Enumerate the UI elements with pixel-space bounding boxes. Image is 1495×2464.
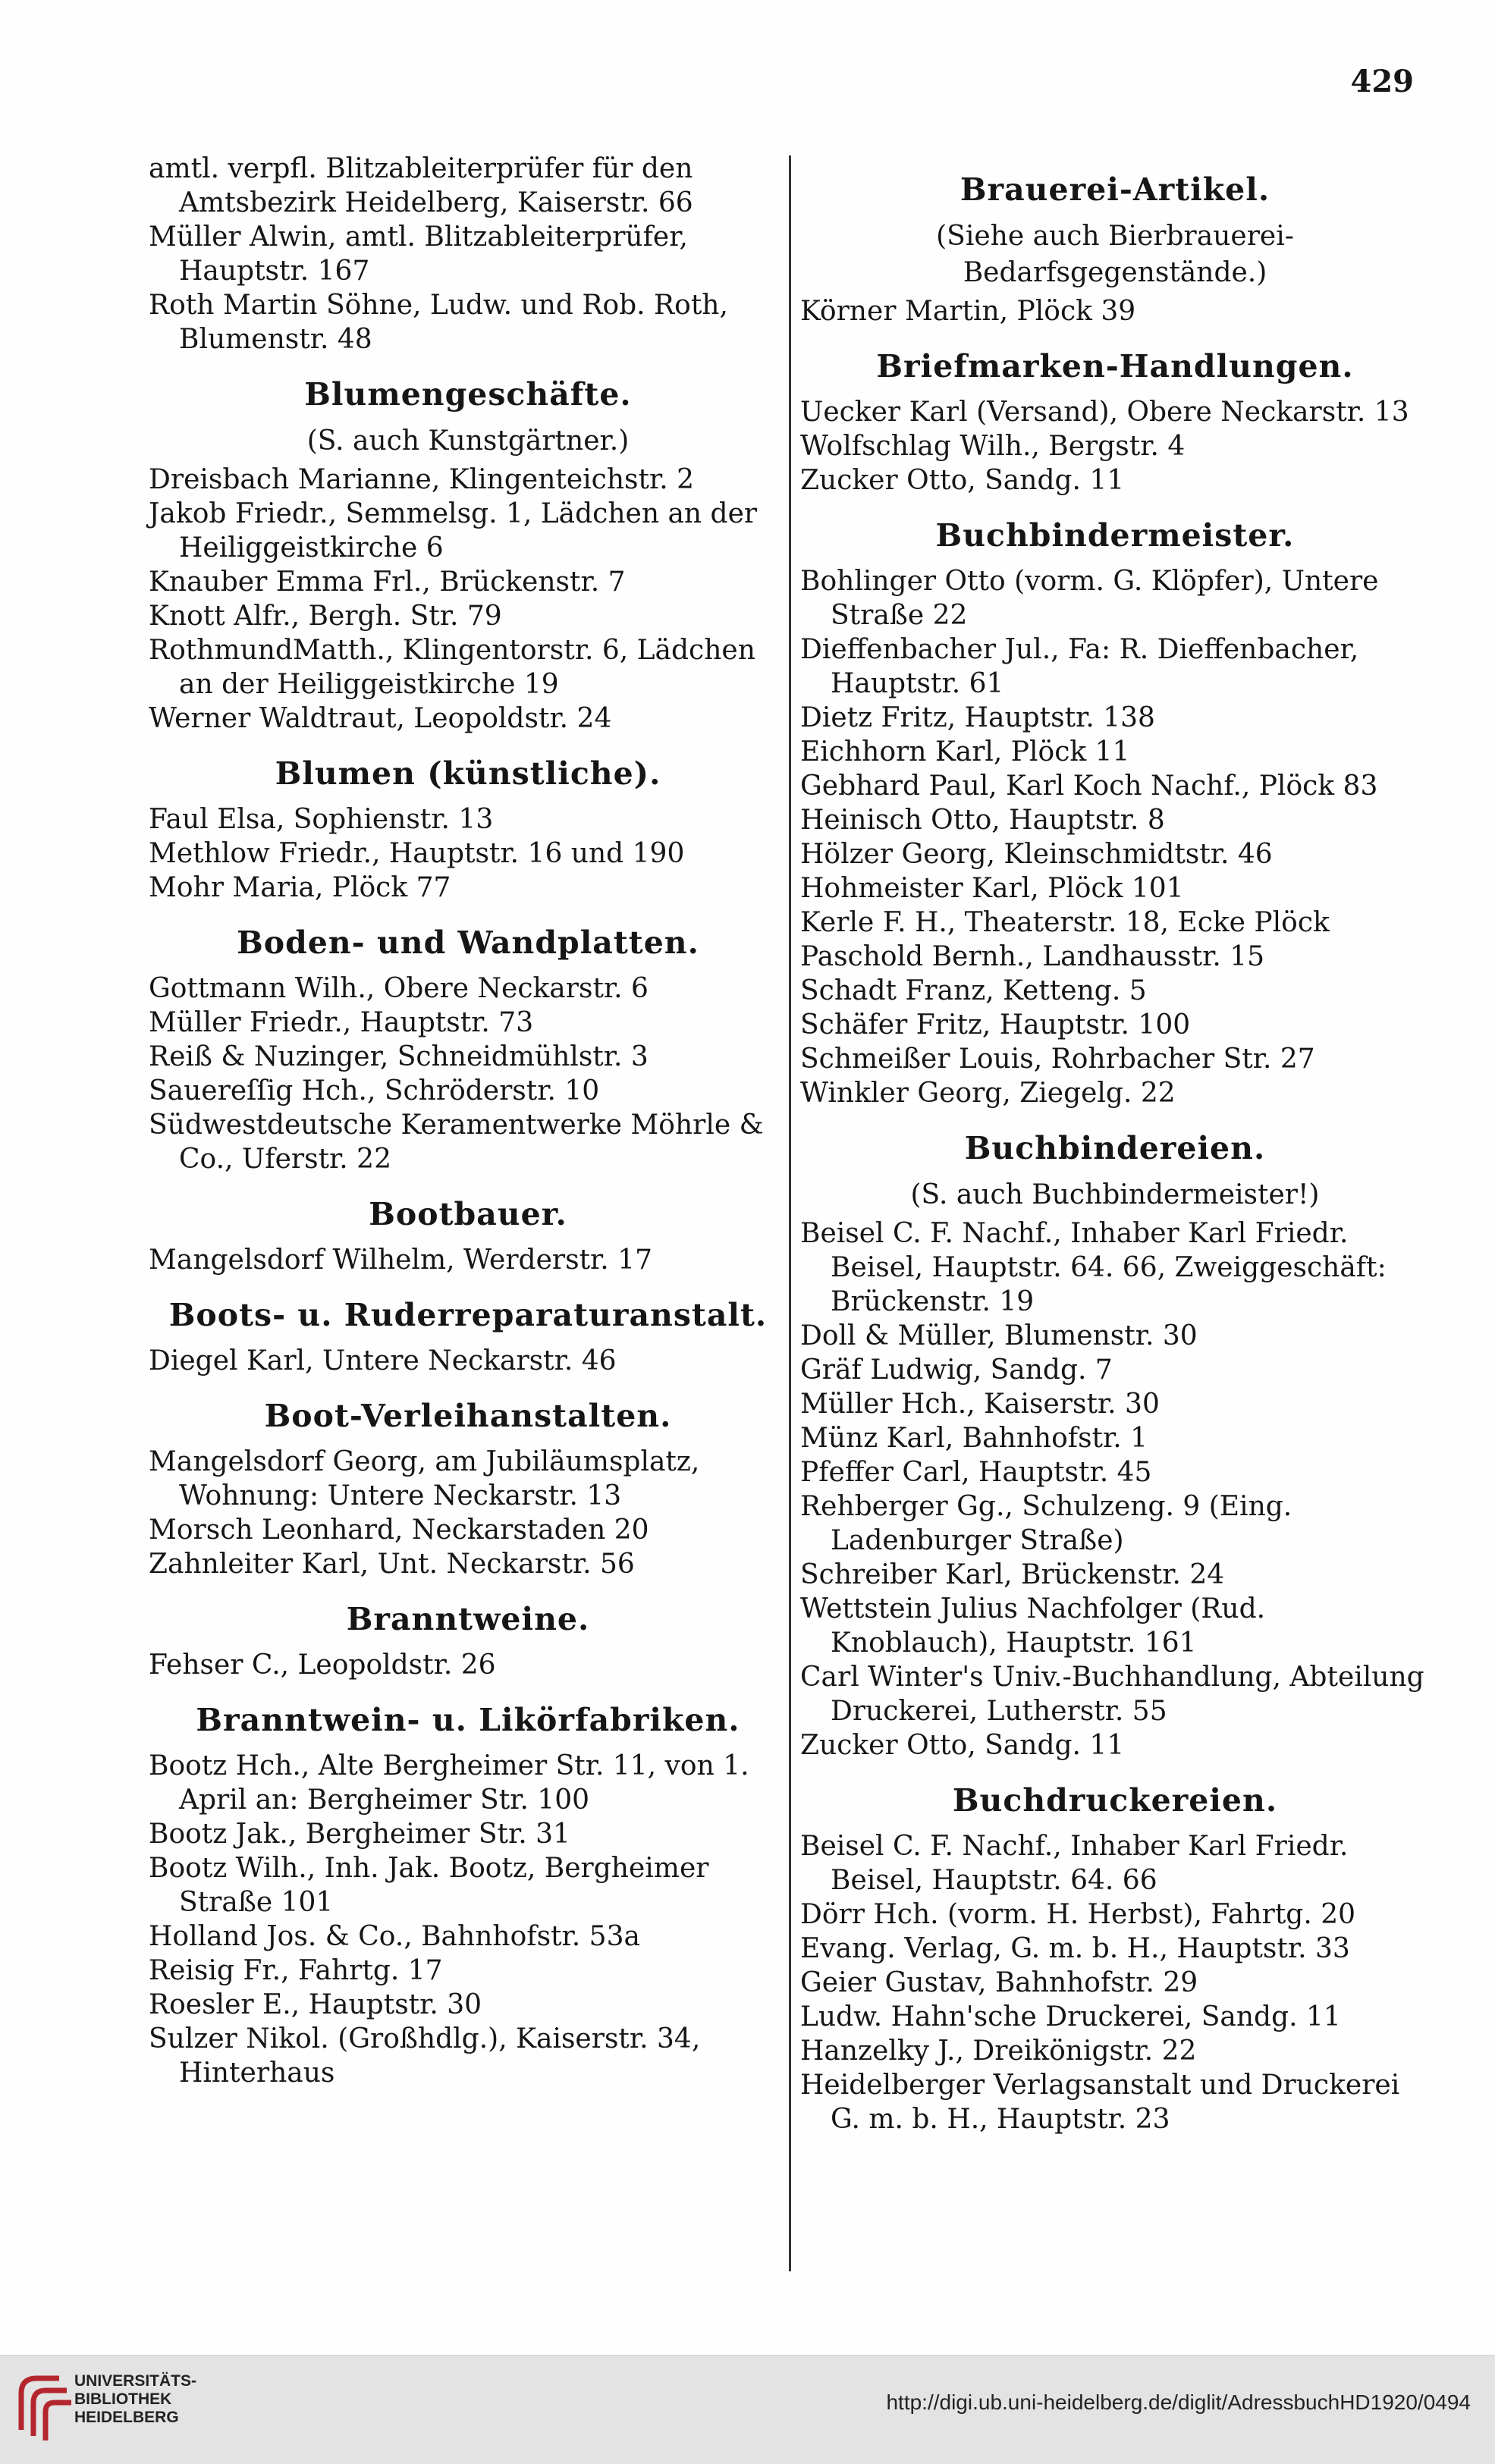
library-name [74, 2372, 196, 2427]
directory-entry: Mangelsdorf Georg, am Jubiläumsplatz, Wohnung: Untere Neckarstr. 13 [149, 1446, 700, 1511]
directory-entry: Schmeißer Louis, Rohrbacher Str. 27 [800, 1044, 1315, 1075]
right-column [800, 152, 1430, 2136]
left-column [149, 152, 787, 2090]
section-heading: Boots- u. Ruderreparaturanstalt. [168, 1297, 768, 1333]
directory-entry: Bootz Hch., Alte Bergheimer Str. 11, von 1. April an: Bergheimer Str. 100 [149, 1750, 749, 1816]
directory-entry: Münz Karl, Bahnhofstr. 1 [800, 1423, 1148, 1454]
directory-entry: Geier Gustav, Bahnhofstr. 29 [800, 1967, 1198, 1998]
directory-entry: Morsch Leonhard, Neckarstaden 20 [149, 1514, 649, 1546]
directory-entry: Bootz Wilh., Inh. Jak. Bootz, Bergheimer Straße 101 [149, 1853, 709, 1918]
directory-entry: Sauereſſig Hch., Schröderstr. 10 [149, 1075, 600, 1106]
directory-entry: Körner Martin, Plöck 39 [800, 296, 1136, 327]
directory-entry: amtl. verpfl. Blitzableiterprüfer für den Amtsbezirk Heidelberg, Kaiserstr. 66 [149, 153, 693, 218]
column-divider [789, 155, 791, 2271]
section-heading: Boden- und Wandplatten. [237, 924, 699, 961]
directory-entry: Sulzer Nikol. (Großhdlg.), Kaiserstr. 34, Hinterhaus [149, 2023, 701, 2089]
directory-entry: Dörr Hch. (vorm. H. Herbst), Fahrtg. 20 [800, 1899, 1356, 1930]
directory-entry: Gebhard Paul, Karl Koch Nachf., Plöck 83 [800, 771, 1378, 802]
cross-reference-note: (Siehe auch Bierbrauerei-Bedarfsgegenstände.) [936, 221, 1294, 288]
cross-reference-note: (S. auch Kunstgärtner.) [306, 425, 630, 457]
directory-entry: Uecker Karl (Versand), Obere Neckarstr. 13 [800, 397, 1409, 428]
directory-entry: Heidelberger Verlagsanstalt und Druckerei G. m. b. H., Hauptstr. 23 [800, 2070, 1400, 2135]
directory-entry: Jakob Friedr., Semmelsg. 1, Lädchen an der Heiliggeistkirche 6 [149, 498, 758, 563]
directory-entry: Knauber Emma Frl., Brückenstr. 7 [149, 567, 626, 598]
directory-entry: Dietz Fritz, Hauptstr. 138 [800, 702, 1155, 733]
directory-entry: Winkler Georg, Ziegelg. 22 [800, 1078, 1176, 1109]
section-heading: Buchbindermeister. [935, 517, 1295, 554]
section-heading: Blumen (künstliche). [275, 755, 661, 792]
directory-entry: Diegel Karl, Untere Neckarstr. 46 [149, 1345, 617, 1376]
footer-bar [0, 2355, 1495, 2464]
directory-entry: Carl Winter's Univ.-Buchhandlung, Abteilung Druckerei, Lutherstr. 55 [800, 1662, 1424, 1727]
section-heading: Brauerei-Artikel. [960, 171, 1270, 208]
directory-entry: Paschold Bernh., Landhausstr. 15 [800, 941, 1265, 972]
directory-entry: Mangelsdorf Wilhelm, Werderstr. 17 [149, 1245, 652, 1276]
directory-entry: Müller Alwin, amtl. Blitzableiterprüfer, Hauptstr. 167 [149, 221, 688, 287]
section-heading: Branntwein- u. Likörfabriken. [196, 1702, 740, 1738]
directory-entry: Heinisch Otto, Hauptstr. 8 [800, 805, 1165, 836]
section-heading: Briefmarken-Handlungen. [876, 348, 1354, 385]
directory-entry: Müller Hch., Kaiserstr. 30 [800, 1389, 1160, 1420]
directory-entry: Roesler E., Hauptstr. 30 [149, 1989, 482, 2020]
library-name-line: UNIVERSITÄTS- [74, 2372, 197, 2390]
directory-entry: Zucker Otto, Sandg. 11 [800, 1730, 1125, 1761]
directory-entry: Schäfer Fritz, Hauptstr. 100 [800, 1009, 1191, 1041]
directory-entry: Schreiber Karl, Brückenstr. 24 [800, 1559, 1225, 1590]
directory-entry: Zucker Otto, Sandg. 11 [800, 465, 1125, 496]
directory-entry: Schadt Franz, Ketteng. 5 [800, 975, 1147, 1006]
directory-entry: Reiß & Nuzinger, Schneidmühlstr. 3 [149, 1041, 649, 1072]
cross-reference-note: (S. auch Buchbindermeister!) [910, 1179, 1320, 1210]
directory-entry: Beisel C. F. Nachf., Inhaber Karl Friedr. Beisel, Hauptstr. 64. 66, Zweiggeschäft: Brückenstr. 19 [800, 1218, 1387, 1317]
directory-entry: Hohmeister Karl, Plöck 101 [800, 873, 1184, 904]
directory-entry: Evang. Verlag, G. m. b. H., Hauptstr. 33 [800, 1933, 1350, 1964]
directory-entry: Fehser C., Leopoldstr. 26 [149, 1649, 496, 1681]
directory-entry: Gottmann Wilh., Obere Neckarstr. 6 [149, 973, 649, 1004]
directory-entry: Doll & Müller, Blumenstr. 30 [800, 1320, 1198, 1351]
directory-entry: Bohlinger Otto (vorm. G. Klöpfer), Untere Straße 22 [800, 566, 1379, 631]
section-heading: Branntweine. [346, 1601, 590, 1637]
library-name-line: HEIDELBERG [74, 2409, 179, 2426]
source-url-link[interactable]: http://digi.ub.uni-heidelberg.de/diglit/AdressbuchHD1920/0494 [886, 2390, 1471, 2414]
directory-entry: RothmundMatth., Klingentorstr. 6, Lädchen an der Heiliggeistkirche 19 [149, 635, 755, 700]
directory-entry: Pfeffer Carl, Hauptstr. 45 [800, 1457, 1152, 1488]
directory-entry: Kerle F. H., Theaterstr. 18, Ecke Plöck [800, 907, 1330, 938]
directory-entry: Dreisbach Marianne, Klingenteichstr. 2 [149, 464, 694, 495]
directory-entry: Holland Jos. & Co., Bahnhofstr. 53a [149, 1921, 640, 1952]
directory-entry: Gräf Ludwig, Sandg. 7 [800, 1354, 1113, 1386]
section-heading: Buchbindereien. [964, 1130, 1266, 1166]
section-heading: Blumengeschäfte. [304, 376, 632, 413]
directory-entry: Südwestdeutsche Keramentwerke Möhrle & Co., Uferstr. 22 [149, 1110, 764, 1175]
directory-entry: Wolfschlag Wilh., Bergstr. 4 [800, 431, 1186, 462]
directory-entry: Hölzer Georg, Kleinschmidtstr. 46 [800, 839, 1273, 870]
directory-entry: Müller Friedr., Hauptstr. 73 [149, 1007, 534, 1038]
directory-entry: Beisel C. F. Nachf., Inhaber Karl Friedr. Beisel, Hauptstr. 64. 66 [800, 1831, 1349, 1896]
directory-entry: Roth Martin Söhne, Ludw. und Rob. Roth, Blumenstr. 48 [149, 290, 728, 355]
directory-entry: Methlow Friedr., Hauptstr. 16 und 190 [149, 838, 685, 869]
directory-entry: Dieffenbacher Jul., Fa: R. Dieffenbacher, Hauptstr. 61 [800, 634, 1359, 699]
directory-entry: Bootz Jak., Bergheimer Str. 31 [149, 1819, 570, 1850]
directory-entry: Rehberger Gg., Schulzeng. 9 (Eing. Ladenburger Straße) [800, 1491, 1292, 1556]
directory-entry: Reisig Fr., Fahrtg. 17 [149, 1955, 443, 1986]
section-heading: Buchdruckereien. [952, 1782, 1278, 1819]
directory-entry: Eichhorn Karl, Plöck 11 [800, 736, 1130, 767]
directory-entry: Werner Waldtraut, Leopoldstr. 24 [149, 703, 612, 734]
directory-entry: Wettstein Julius Nachfolger (Rud. Knoblauch), Hauptstr. 161 [800, 1593, 1266, 1659]
section-heading: Boot-Verleihanstalten. [264, 1398, 672, 1434]
library-name-line: BIBLIOTHEK [74, 2390, 172, 2408]
section-heading: Bootbauer. [369, 1196, 567, 1232]
directory-entry: Knott Alfr., Bergh. Str. 79 [149, 601, 502, 632]
directory-entry: Zahnleiter Karl, Unt. Neckarstr. 56 [149, 1549, 635, 1580]
directory-entry: Ludw. Hahn'sche Druckerei, Sandg. 11 [800, 2001, 1341, 2032]
page-number: 429 [1350, 64, 1414, 99]
directory-entry: Mohr Maria, Plöck 77 [149, 872, 451, 903]
directory-entry: Faul Elsa, Sophienstr. 13 [149, 804, 494, 835]
directory-entry: Hanzelky J., Dreikönigstr. 22 [800, 2036, 1197, 2067]
